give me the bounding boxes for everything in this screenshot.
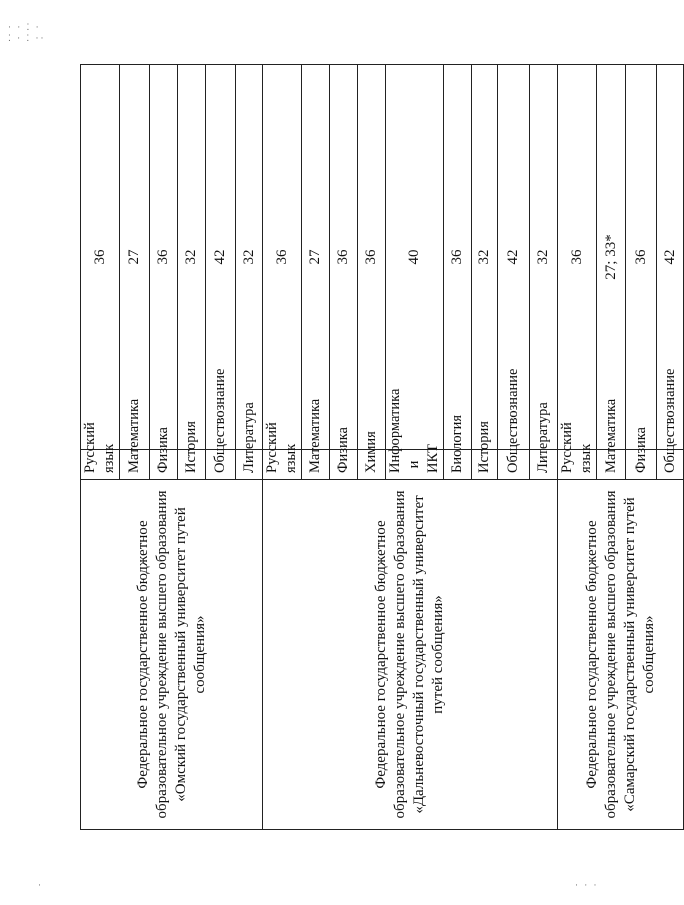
subject-name: Информатика и ИКТ [386,450,444,480]
subject-name: Русский язык [263,450,302,480]
subject-name: Литература [236,450,263,480]
subject-name: Физика [330,450,358,480]
min-score: 27; 33* [597,65,626,450]
min-score: 36 [444,65,472,450]
subject-name: Математика [302,450,330,480]
table-row [263,65,302,830]
scan-specks-left: · [38,880,43,890]
subject-name: Математика [120,450,150,480]
min-score: 32 [472,65,498,450]
institution-name: Федеральное государственное бюджетное образовательное учреждение высшего образования «Дальневосточный государственный университет путей сообщения» [263,480,558,830]
min-score: 27 [120,65,150,450]
subject-name: История [472,450,498,480]
min-score: 36 [558,65,597,450]
subject-name: История [178,450,206,480]
min-score: 32 [530,65,558,450]
subject-name: Обществознание [498,450,530,480]
subject-name: Русский язык [558,450,597,480]
min-score: 42 [498,65,530,450]
min-score: 42 [206,65,236,450]
min-score: 36 [150,65,178,450]
table-row [81,65,120,830]
admission-scores-table [80,64,684,830]
subject-name: Обществознание [657,450,684,480]
min-score: 36 [358,65,386,450]
subject-name: Литература [530,450,558,480]
scan-specks-top: · · ⁚ · ⁚ · ⁚ ·· [8,22,46,43]
min-score: 36 [81,65,120,450]
institution-name: Федеральное государственное бюджетное образовательное учреждение высшего образования «Омский государственный университет путей сообщения» [81,480,263,830]
subject-name: Русский язык [81,450,120,480]
institution-name: Федеральное государственное бюджетное образовательное учреждение высшего образования «Самарский государственный университет путей сообщения» [558,480,684,830]
subject-name: Физика [626,450,657,480]
table-row [558,65,597,830]
min-score: 27 [302,65,330,450]
min-score: 36 [263,65,302,450]
table-body [81,65,684,830]
rotated-page [80,65,678,830]
subject-name: Биология [444,450,472,480]
min-score: 40 [386,65,444,450]
min-score: 36 [330,65,358,450]
subject-name: Обществознание [206,450,236,480]
subject-name: Химия [358,450,386,480]
subject-name: Математика [597,450,626,480]
min-score: 32 [236,65,263,450]
min-score: 42 [657,65,684,450]
scan-specks-bottom: · · · [575,880,599,890]
subject-name: Физика [150,450,178,480]
min-score: 36 [626,65,657,450]
min-score: 32 [178,65,206,450]
